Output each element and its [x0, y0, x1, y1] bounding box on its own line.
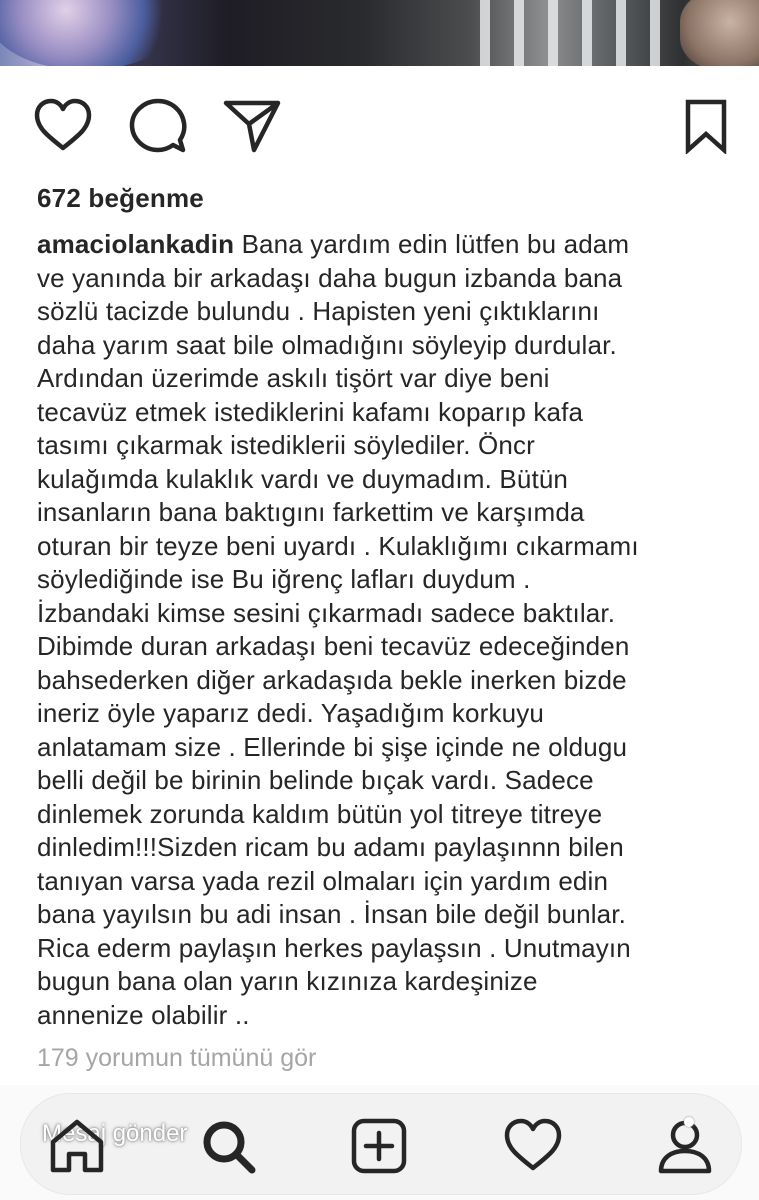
nav-home-button[interactable] — [48, 1118, 106, 1179]
caption-username[interactable]: amaciolankadin — [37, 229, 235, 259]
caption-line: dinledim!!!Sizden ricam bu adamı paylaşınnn bilen — [37, 832, 624, 862]
photo-detail — [0, 0, 180, 66]
speech-bubble-icon — [129, 98, 187, 154]
bookmark-icon — [684, 98, 728, 154]
caption-line: ve yanında bir arkadaşı daha bugun izbanda bana — [37, 262, 623, 293]
caption-line: oturan bir teyze beni uyardı . Kulaklığımı cıkarmamı — [37, 530, 639, 561]
caption-line: İzbandaki kimse sesini çıkarmadı sadece baktılar. — [37, 597, 616, 628]
like-button[interactable] — [34, 98, 92, 152]
caption-line: söylediğinde ise Bu iğrenç lafları duydum . — [37, 564, 531, 594]
nav-profile-button[interactable] — [656, 1118, 714, 1179]
caption-text: Bana yardım edin lütfen bu adam — [241, 229, 630, 259]
photo-detail — [480, 0, 680, 66]
caption-line: ineriz öyle yaparız dedi. Yaşadığım korkuyu — [37, 698, 544, 728]
message-input-placeholder[interactable]: Mesaj gönder — [42, 1120, 188, 1147]
caption-line: sözlü tacizde bulundu . Hapisten yeni çıktıklarını — [37, 296, 600, 326]
view-all-comments-link[interactable]: 179 yorumun tümünü gör — [37, 1044, 317, 1072]
nav-search-button[interactable] — [200, 1118, 258, 1179]
activity-heart-icon — [504, 1159, 562, 1176]
caption-line: bahsederken diğer arkadaşıda bekle inerken bizde — [37, 664, 627, 695]
caption-line: kulağımda kulaklık vardı ve duymadım. Bütün — [37, 463, 569, 494]
caption-line: dinlemek zorunda kaldım bütün yol titreye titreye — [37, 798, 603, 829]
caption-line — [37, 228, 737, 262]
caption-line: tasımı çıkarmak istediklerii söylediler. Öncr — [37, 430, 535, 460]
add-post-icon — [350, 1161, 408, 1178]
caption-line: belli değil be birinin belinde bıçak vardı. Sadece — [37, 765, 594, 795]
post-photo[interactable] — [0, 0, 759, 66]
like-count[interactable]: 672 beğenme — [37, 183, 204, 213]
caption-line: Ardından üzerimde askılı tişört var diye beni — [37, 363, 550, 393]
caption-line: tecavüz etmek istediklerini kafamı koparıp kafa — [37, 396, 584, 427]
save-button[interactable] — [684, 98, 728, 154]
caption-line: anlatamam size . Ellerinde bi şişe içinde ne oldugu — [37, 731, 628, 762]
caption-line: bana yayılsın bu adi insan . İnsan bile değil bunlar. — [37, 899, 627, 929]
notification-dot — [684, 1117, 694, 1127]
caption-line: Rica ederm paylaşın herkes paylaşsın . Unutmayın — [37, 932, 631, 963]
photo-detail — [680, 0, 759, 66]
comment-button[interactable] — [129, 98, 187, 154]
caption-line: annenize olabilir .. — [37, 999, 250, 1030]
share-button[interactable] — [222, 98, 282, 154]
heart-outline-icon — [34, 98, 92, 152]
paper-plane-icon — [222, 98, 282, 154]
profile-icon — [656, 1161, 714, 1178]
caption-line: tanıyan varsa yada rezil olmaları için yardım edin — [37, 865, 609, 896]
caption-line: Dibimde duran arkadaşı beni tecavüz edeceğinden — [37, 631, 630, 661]
home-icon — [48, 1161, 106, 1178]
nav-add-post-button[interactable] — [350, 1118, 408, 1179]
search-icon — [200, 1161, 258, 1178]
post-caption — [37, 228, 737, 1032]
caption-line: insanların bana baktıgını farkettim ve karşımda — [37, 497, 585, 527]
post-action-bar — [0, 96, 759, 156]
caption-line: bugun bana olan yarın kızınıza kardeşinize — [37, 966, 538, 996]
nav-activity-button[interactable] — [504, 1118, 562, 1177]
caption-line: daha yarım saat bile olmadığını söyleyip durdular. — [37, 329, 617, 360]
